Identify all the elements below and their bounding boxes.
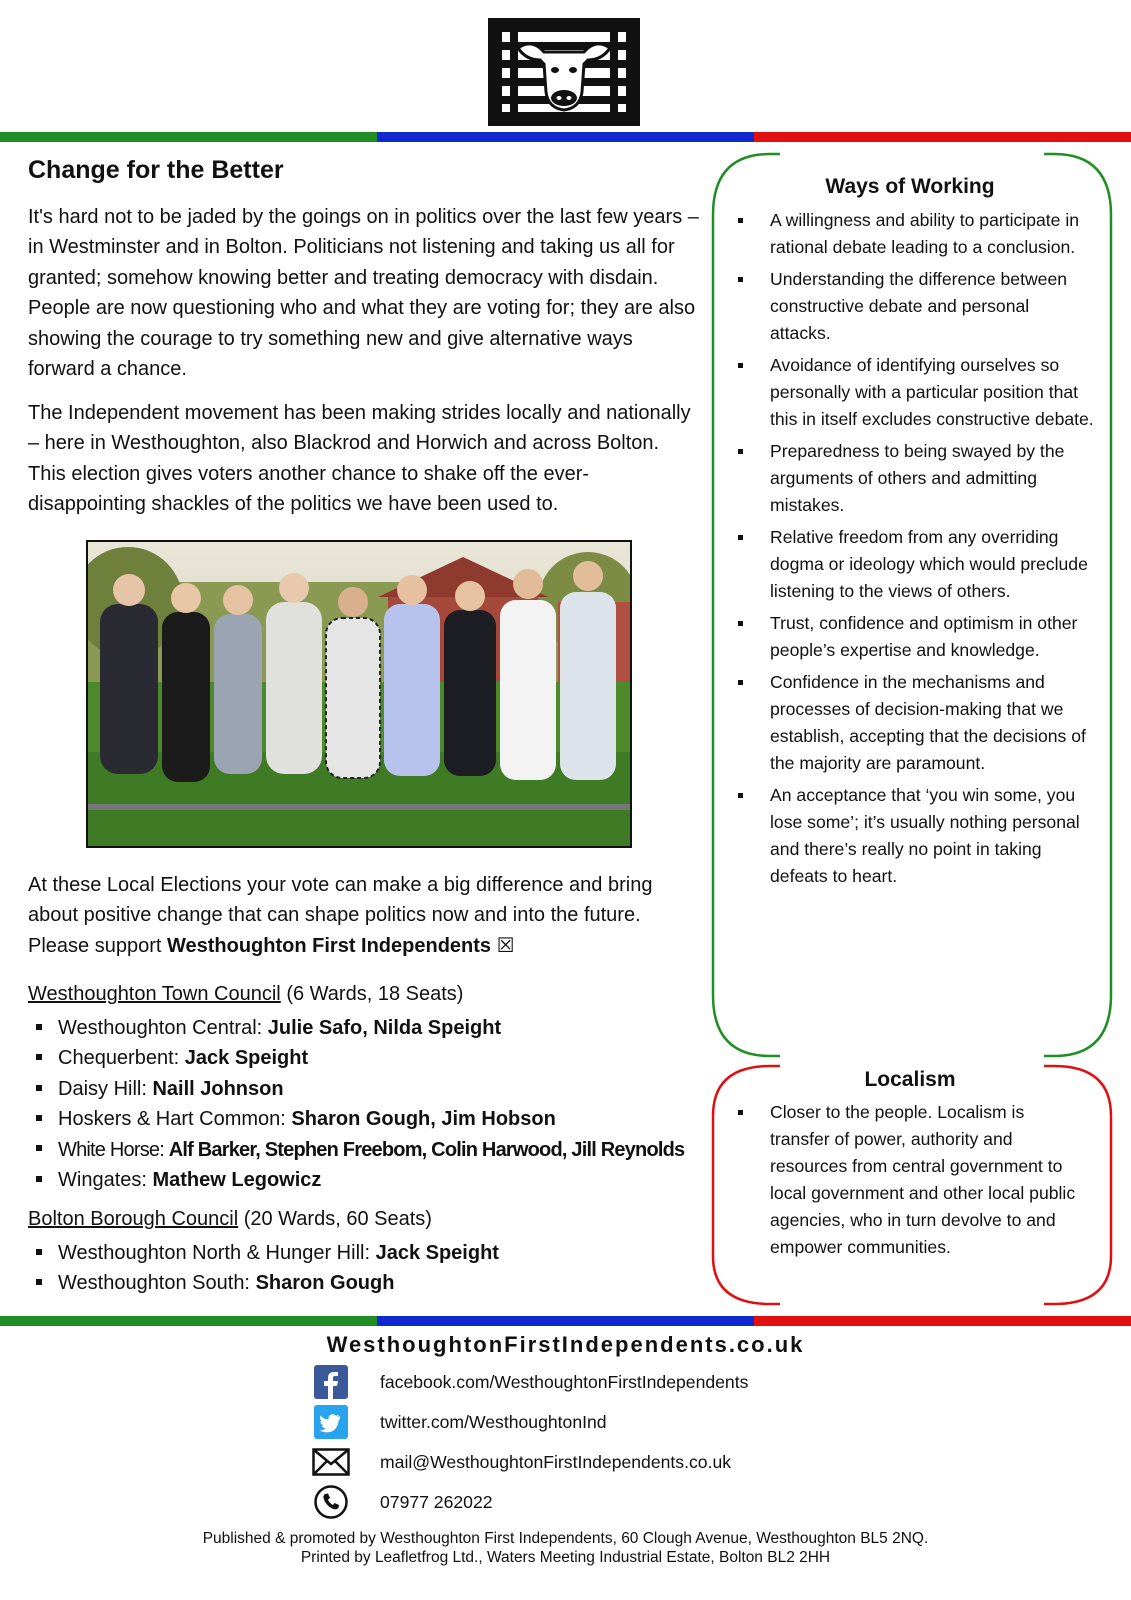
borough-council-detail: (20 Wards, 60 Seats): [238, 1208, 432, 1230]
list-item-text: Closer to the people. Localism is transfer of power, authority and resources from central government to local government and other local public agencies, who in turn devolve to and empower communities.: [770, 1102, 1076, 1257]
list-item-text: Trust, confidence and optimism in other people’s expertise and knowledge.: [770, 613, 1078, 660]
phone-icon: [312, 1484, 350, 1520]
ways-of-working-title: Ways of Working: [825, 175, 995, 198]
ward-name: Hoskers & Hart Common:: [58, 1108, 292, 1131]
bullet-icon: [738, 449, 743, 454]
bullet-icon: [738, 218, 743, 223]
bullet-icon: [738, 363, 743, 368]
page-title: Change for the Better: [28, 156, 284, 184]
ward-candidates: Mathew Legowicz: [152, 1168, 322, 1191]
ward-name: Wingates:: [58, 1168, 153, 1191]
bullet-icon: [738, 277, 743, 282]
bullet-icon: [738, 621, 743, 626]
list-item-text: Confidence in the mechanisms and processes of decision-making that we establish, accepting that the decisions of the majority are paramount.: [770, 672, 1086, 773]
ward-candidates: Naill Johnson: [152, 1077, 284, 1100]
list-item: [728, 782, 1094, 890]
ward-candidates: Sharon Gough: [255, 1272, 395, 1295]
intro-paragraph-1: It's hard not to be jaded by the goings on in politics over the last few years – in Westminster and in Bolton. Politicians not listening and taking us all for granted; somehow knowing better and treating democracy with disdain. People are now questioning who and what they are voting for; they are also showing the courage to try something new and give alternative ways forward a chance.: [28, 206, 699, 381]
list-item: [728, 352, 1094, 433]
twitter-icon: [312, 1404, 350, 1440]
ward-name: Westhoughton Central:: [58, 1017, 268, 1039]
borough-council-name: Bolton Borough Council: [28, 1208, 239, 1230]
localism-title: Localism: [864, 1068, 956, 1091]
list-item: [728, 524, 1094, 605]
list-item: [728, 266, 1094, 347]
bullet-icon: [738, 793, 743, 798]
twitter-contact[interactable]: [312, 1404, 607, 1440]
imprint-published: Published & promoted by Westhoughton First Independents, 60 Clough Avenue, Westhoughton BL5 2NQ.: [202, 1530, 929, 1547]
email-contact[interactable]: [312, 1444, 731, 1480]
ward-name: Daisy Hill:: [58, 1077, 153, 1100]
ward-name: Westhoughton North & Hunger Hill:: [58, 1242, 376, 1264]
list-item-text: Preparedness to being swayed by the arguments of others and admitting mistakes.: [770, 441, 1065, 515]
email-link[interactable]: mail@WesthoughtonFirstIndependents.co.uk: [380, 1451, 732, 1472]
list-item-text: Avoidance of identifying ourselves so personally with a particular position that this in itself excludes constructive debate.: [770, 355, 1094, 429]
phone-number[interactable]: 07977 262022: [380, 1491, 493, 1512]
ward-candidates: Jack Speight: [375, 1242, 499, 1264]
imprint-printed: Printed by Leafletfrog Ltd., Waters Meeting Industrial Estate, Bolton BL2 2HH: [300, 1549, 831, 1566]
ward-name: Westhoughton South:: [58, 1272, 256, 1295]
ward-candidates: Sharon Gough, Jim Hobson: [291, 1108, 556, 1131]
facebook-link[interactable]: facebook.com/WesthoughtonFirstIndependents: [380, 1371, 749, 1392]
ward-name: Chequerbent:: [58, 1047, 185, 1070]
phone-contact[interactable]: [312, 1484, 493, 1520]
call-to-vote-text: At these Local Elections your vote can make a big difference and bring about positive change that can shape politics now and into the future. Please support: [28, 874, 653, 957]
bullet-icon: [738, 1110, 743, 1115]
list-item-text: A willingness and ability to participate in rational debate leading to a conclusion.: [770, 210, 1080, 257]
ward-candidates: Alf Barker, Stephen Freebom, Colin Harwood, Jill Reynolds: [168, 1138, 685, 1161]
website-link[interactable]: WesthoughtonFirstIndependents.co.uk: [326, 1332, 805, 1357]
town-council-name: Westhoughton Town Council: [28, 983, 281, 1005]
list-item: [728, 438, 1094, 519]
vote-box-icon: ☒: [496, 934, 515, 957]
ward-candidates: Jack Speight: [184, 1047, 309, 1070]
facebook-contact[interactable]: [312, 1364, 748, 1400]
list-item-text: Understanding the difference between constructive debate and personal attacks.: [770, 269, 1068, 343]
list-item: [728, 1099, 1088, 1261]
localism-list: [728, 1099, 1088, 1266]
bullet-icon: [738, 535, 743, 540]
mail-icon: [312, 1444, 350, 1480]
list-item: [728, 207, 1094, 261]
town-council-detail: (6 Wards, 18 Seats): [280, 983, 464, 1005]
intro-paragraph-2: The Independent movement has been making strides locally and nationally – here in Westhoughton, also Blackrod and Horwich and across Bolton. This election gives voters another chance to shake off the ever-disappointing shackles of the politics we have been used to.: [28, 402, 691, 516]
twitter-link[interactable]: twitter.com/WesthoughtonInd: [380, 1411, 607, 1432]
list-item-text: An acceptance that ‘you win some, you lose some’; it’s usually nothing personal and there’s really no point in taking defeats to heart.: [770, 785, 1080, 886]
ways-of-working-list: [728, 207, 1094, 895]
facebook-icon: [312, 1364, 350, 1400]
bullet-icon: [738, 680, 743, 685]
party-name: Westhoughton First Independents: [166, 934, 492, 957]
ward-name: White Horse:: [58, 1138, 169, 1161]
list-item: [728, 610, 1094, 664]
ward-candidates: Julie Safo, Nilda Speight: [267, 1017, 502, 1039]
list-item: [728, 669, 1094, 777]
list-item-text: Relative freedom from any overriding dogma or ideology which would preclude listening to the views of others.: [770, 527, 1088, 601]
bottom-tricolour-bar: [0, 1316, 1131, 1326]
